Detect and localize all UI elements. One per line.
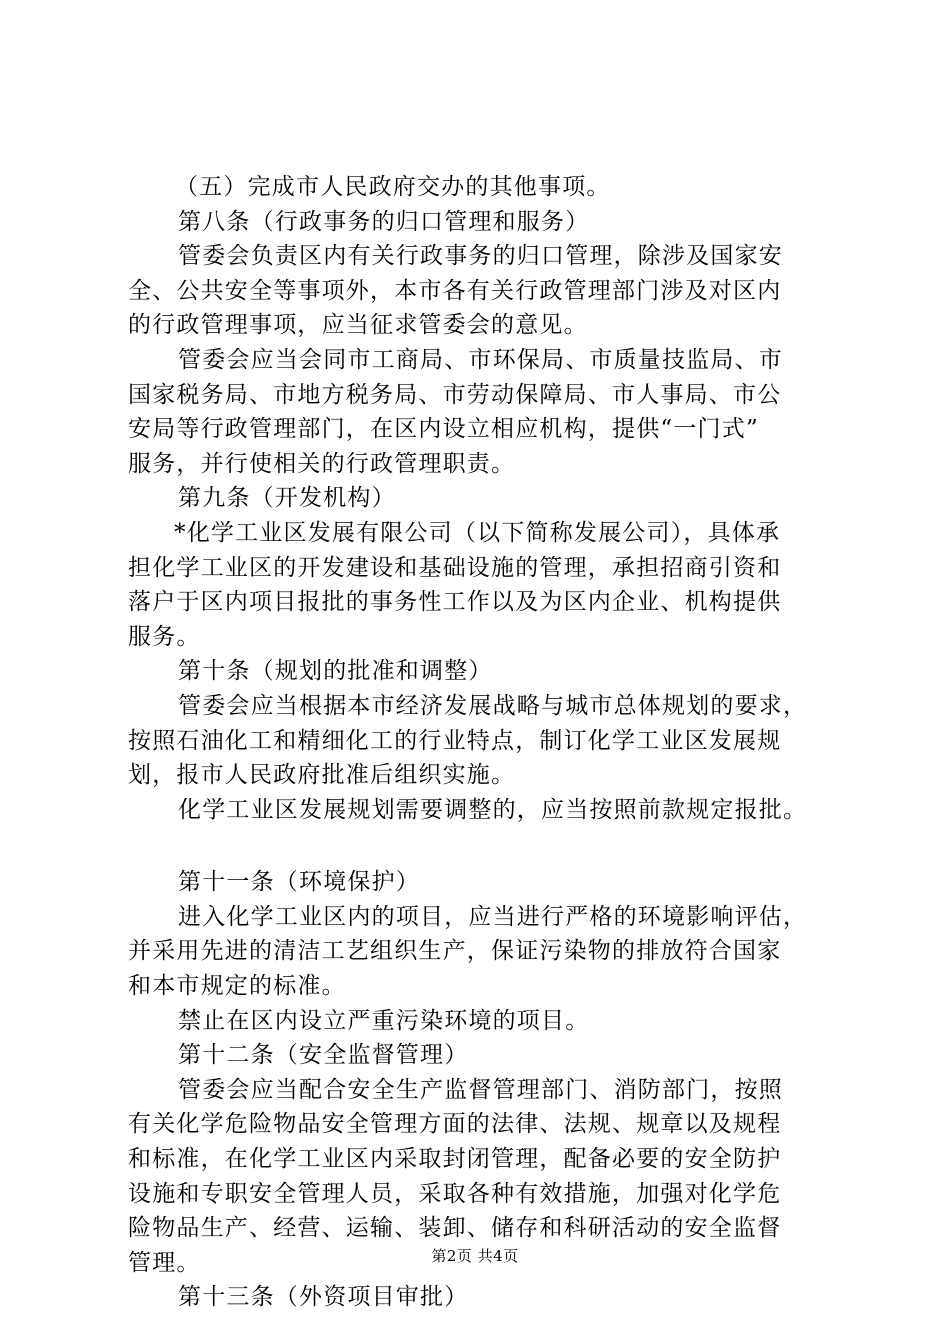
paragraph-line: 险物品生产、经营、运输、装卸、储存和科研活动的安全监督 xyxy=(128,1215,782,1242)
paragraph-line: 管委会应当根据本市经济发展战略与城市总体规划的要求， xyxy=(178,692,808,719)
paragraph-line: 和本市规定的标准。 xyxy=(128,973,346,1000)
paragraph-line: 管委会负责区内有关行政事务的归口管理，除涉及国家安 xyxy=(178,243,783,270)
paragraph-line: 按照石油化工和精细化工的行业特点，制订化学工业区发展规 xyxy=(128,727,782,754)
article-heading: 第十一条（环境保护） xyxy=(178,869,420,896)
paragraph-line: 的行政管理事项，应当征求管委会的意见。 xyxy=(128,312,588,339)
paragraph-gap xyxy=(128,827,840,865)
paragraph-line: 划，报市人民政府批准后组织实施。 xyxy=(128,762,516,789)
paragraph-line: 落户于区内项目报批的事务性工作以及为区内企业、机构提供 xyxy=(128,589,782,616)
paragraph-line: 全、公共安全等事项外，本市各有关行政管理部门涉及对区内 xyxy=(128,277,782,304)
article-heading: 第十二条（安全监督管理） xyxy=(178,1042,469,1069)
paragraph-line: 安局等行政管理部门，在区内设立相应机构，提供“一门式” xyxy=(128,416,759,443)
document-body xyxy=(128,170,840,1315)
paragraph-line: *化学工业区发展有限公司（以下简称发展公司），具体承 xyxy=(174,519,781,546)
paragraph-line: 国家税务局、市地方税务局、市劳动保障局、市人事局、市公 xyxy=(128,381,782,408)
paragraph-line: 管理。 xyxy=(128,1249,201,1276)
paragraph-line: 设施和专职安全管理人员，采取各种有效措施，加强对化学危 xyxy=(128,1180,782,1207)
article-heading: 第十三条（外资项目审批） xyxy=(178,1284,469,1311)
paragraph-line: 担化学工业区的开发建设和基础设施的管理，承担招商引资和 xyxy=(128,554,782,581)
paragraph-line: 管委会应当会同市工商局、市环保局、市质量技监局、市 xyxy=(178,346,783,373)
paragraph-line: 禁止在区内设立严重污染环境的项目。 xyxy=(178,1007,590,1034)
paragraph-line: 进入化学工业区内的项目，应当进行严格的环境影响评估， xyxy=(178,903,808,930)
paragraph-line: 化学工业区发展规划需要调整的，应当按照前款规定报批。 xyxy=(178,796,808,823)
paragraph-line: 和标准，在化学工业区内采取封闭管理，配备必要的安全防护 xyxy=(128,1146,782,1173)
paragraph-line: 服务，并行使相关的行政管理职责。 xyxy=(128,450,516,477)
paragraph-line: 并采用先进的清洁工艺组织生产，保证污染物的排放符合国家 xyxy=(128,938,782,965)
article-heading: 第九条（开发机构） xyxy=(178,485,396,512)
page-number-footer: 第2页 共4页 xyxy=(431,1247,519,1265)
paragraph-line: 有关化学危险物品安全管理方面的法律、法规、规章以及规程 xyxy=(128,1111,782,1138)
paragraph-line: （五）完成市人民政府交办的其他事项。 xyxy=(175,174,611,200)
article-heading: 第八条（行政事务的归口管理和服务） xyxy=(178,208,590,235)
article-heading: 第十条（规划的批准和调整） xyxy=(178,658,493,685)
paragraph-line: 管委会应当配合安全生产监督管理部门、消防部门，按照 xyxy=(178,1076,783,1103)
paragraph-line: 服务。 xyxy=(128,623,201,650)
